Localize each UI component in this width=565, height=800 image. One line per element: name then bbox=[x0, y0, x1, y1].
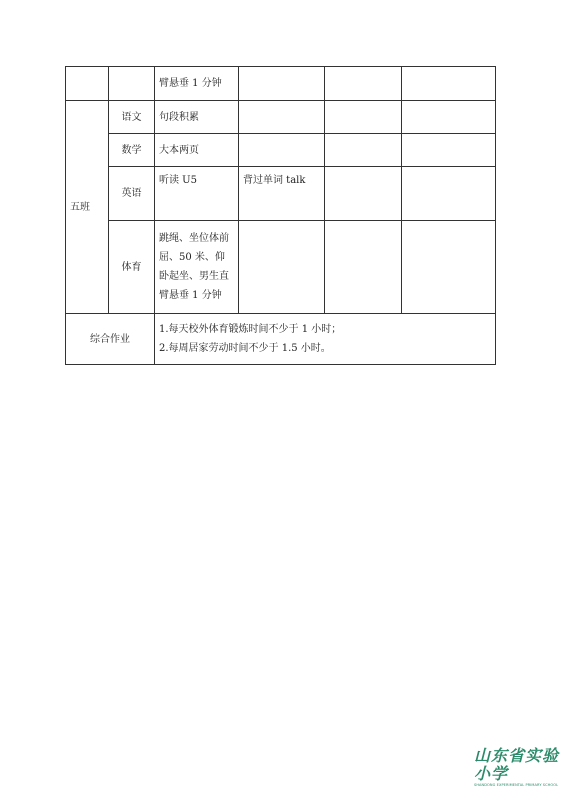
empty-cell bbox=[239, 67, 325, 101]
empty-cell bbox=[239, 101, 325, 134]
empty-cell bbox=[402, 67, 496, 101]
table-row bbox=[66, 167, 496, 221]
content-cell bbox=[155, 221, 239, 314]
table-row bbox=[66, 221, 496, 314]
empty-cell bbox=[239, 134, 325, 167]
content-line: 听读 U5 bbox=[159, 175, 197, 186]
table-row bbox=[66, 314, 496, 365]
empty-cell bbox=[325, 167, 402, 221]
empty-cell bbox=[325, 221, 402, 314]
comprehensive-label: 综合作业 bbox=[66, 314, 155, 365]
content-line: 屈、50 米、仰 bbox=[159, 252, 225, 263]
subject-name: 数学 bbox=[109, 134, 155, 167]
content-line: 跳绳、坐位体前 bbox=[159, 233, 229, 244]
subject-name: 体育 bbox=[109, 221, 155, 314]
empty-cell bbox=[402, 221, 496, 314]
content-line: 卧起坐、男生直 bbox=[159, 271, 229, 282]
empty-cell bbox=[325, 67, 402, 101]
empty-cell bbox=[402, 101, 496, 134]
content-line: 大本两页 bbox=[159, 144, 199, 156]
table-row bbox=[66, 67, 496, 101]
empty-cell bbox=[325, 101, 402, 134]
school-name-cn: 山东省实验小学 bbox=[474, 746, 560, 783]
class-label: 五班 bbox=[66, 101, 109, 314]
content-cell bbox=[155, 101, 239, 134]
empty-cell bbox=[325, 134, 402, 167]
content-line: 句段积累 bbox=[159, 111, 199, 123]
class-cell-continued bbox=[66, 67, 109, 101]
content-line: 臂悬垂 1 分钟 bbox=[159, 290, 222, 301]
comprehensive-line: 2.每周居家劳动时间不少于 1.5 小时。 bbox=[159, 343, 331, 354]
subject-cell-continued bbox=[109, 67, 155, 101]
school-name-en: SHANDONG EXPERIMENTAL PRIMARY SCHOOL bbox=[474, 783, 559, 787]
empty-cell bbox=[402, 134, 496, 167]
content-cell: 臂悬垂 1 分钟 bbox=[155, 67, 239, 101]
table-row bbox=[66, 101, 496, 134]
table-row bbox=[66, 134, 496, 167]
subject-name: 英语 bbox=[109, 167, 155, 221]
empty-cell bbox=[239, 221, 325, 314]
content-cell bbox=[155, 134, 239, 167]
homework-table bbox=[65, 66, 496, 365]
content-cell bbox=[155, 167, 239, 221]
comprehensive-line: 1.每天校外体育锻炼时间不少于 1 小时； bbox=[159, 324, 342, 335]
extra-content-cell: 背过单词 talk bbox=[239, 167, 325, 221]
empty-cell bbox=[402, 167, 496, 221]
school-logo bbox=[474, 747, 564, 788]
comprehensive-content bbox=[155, 314, 496, 365]
subject-name: 语文 bbox=[109, 101, 155, 134]
